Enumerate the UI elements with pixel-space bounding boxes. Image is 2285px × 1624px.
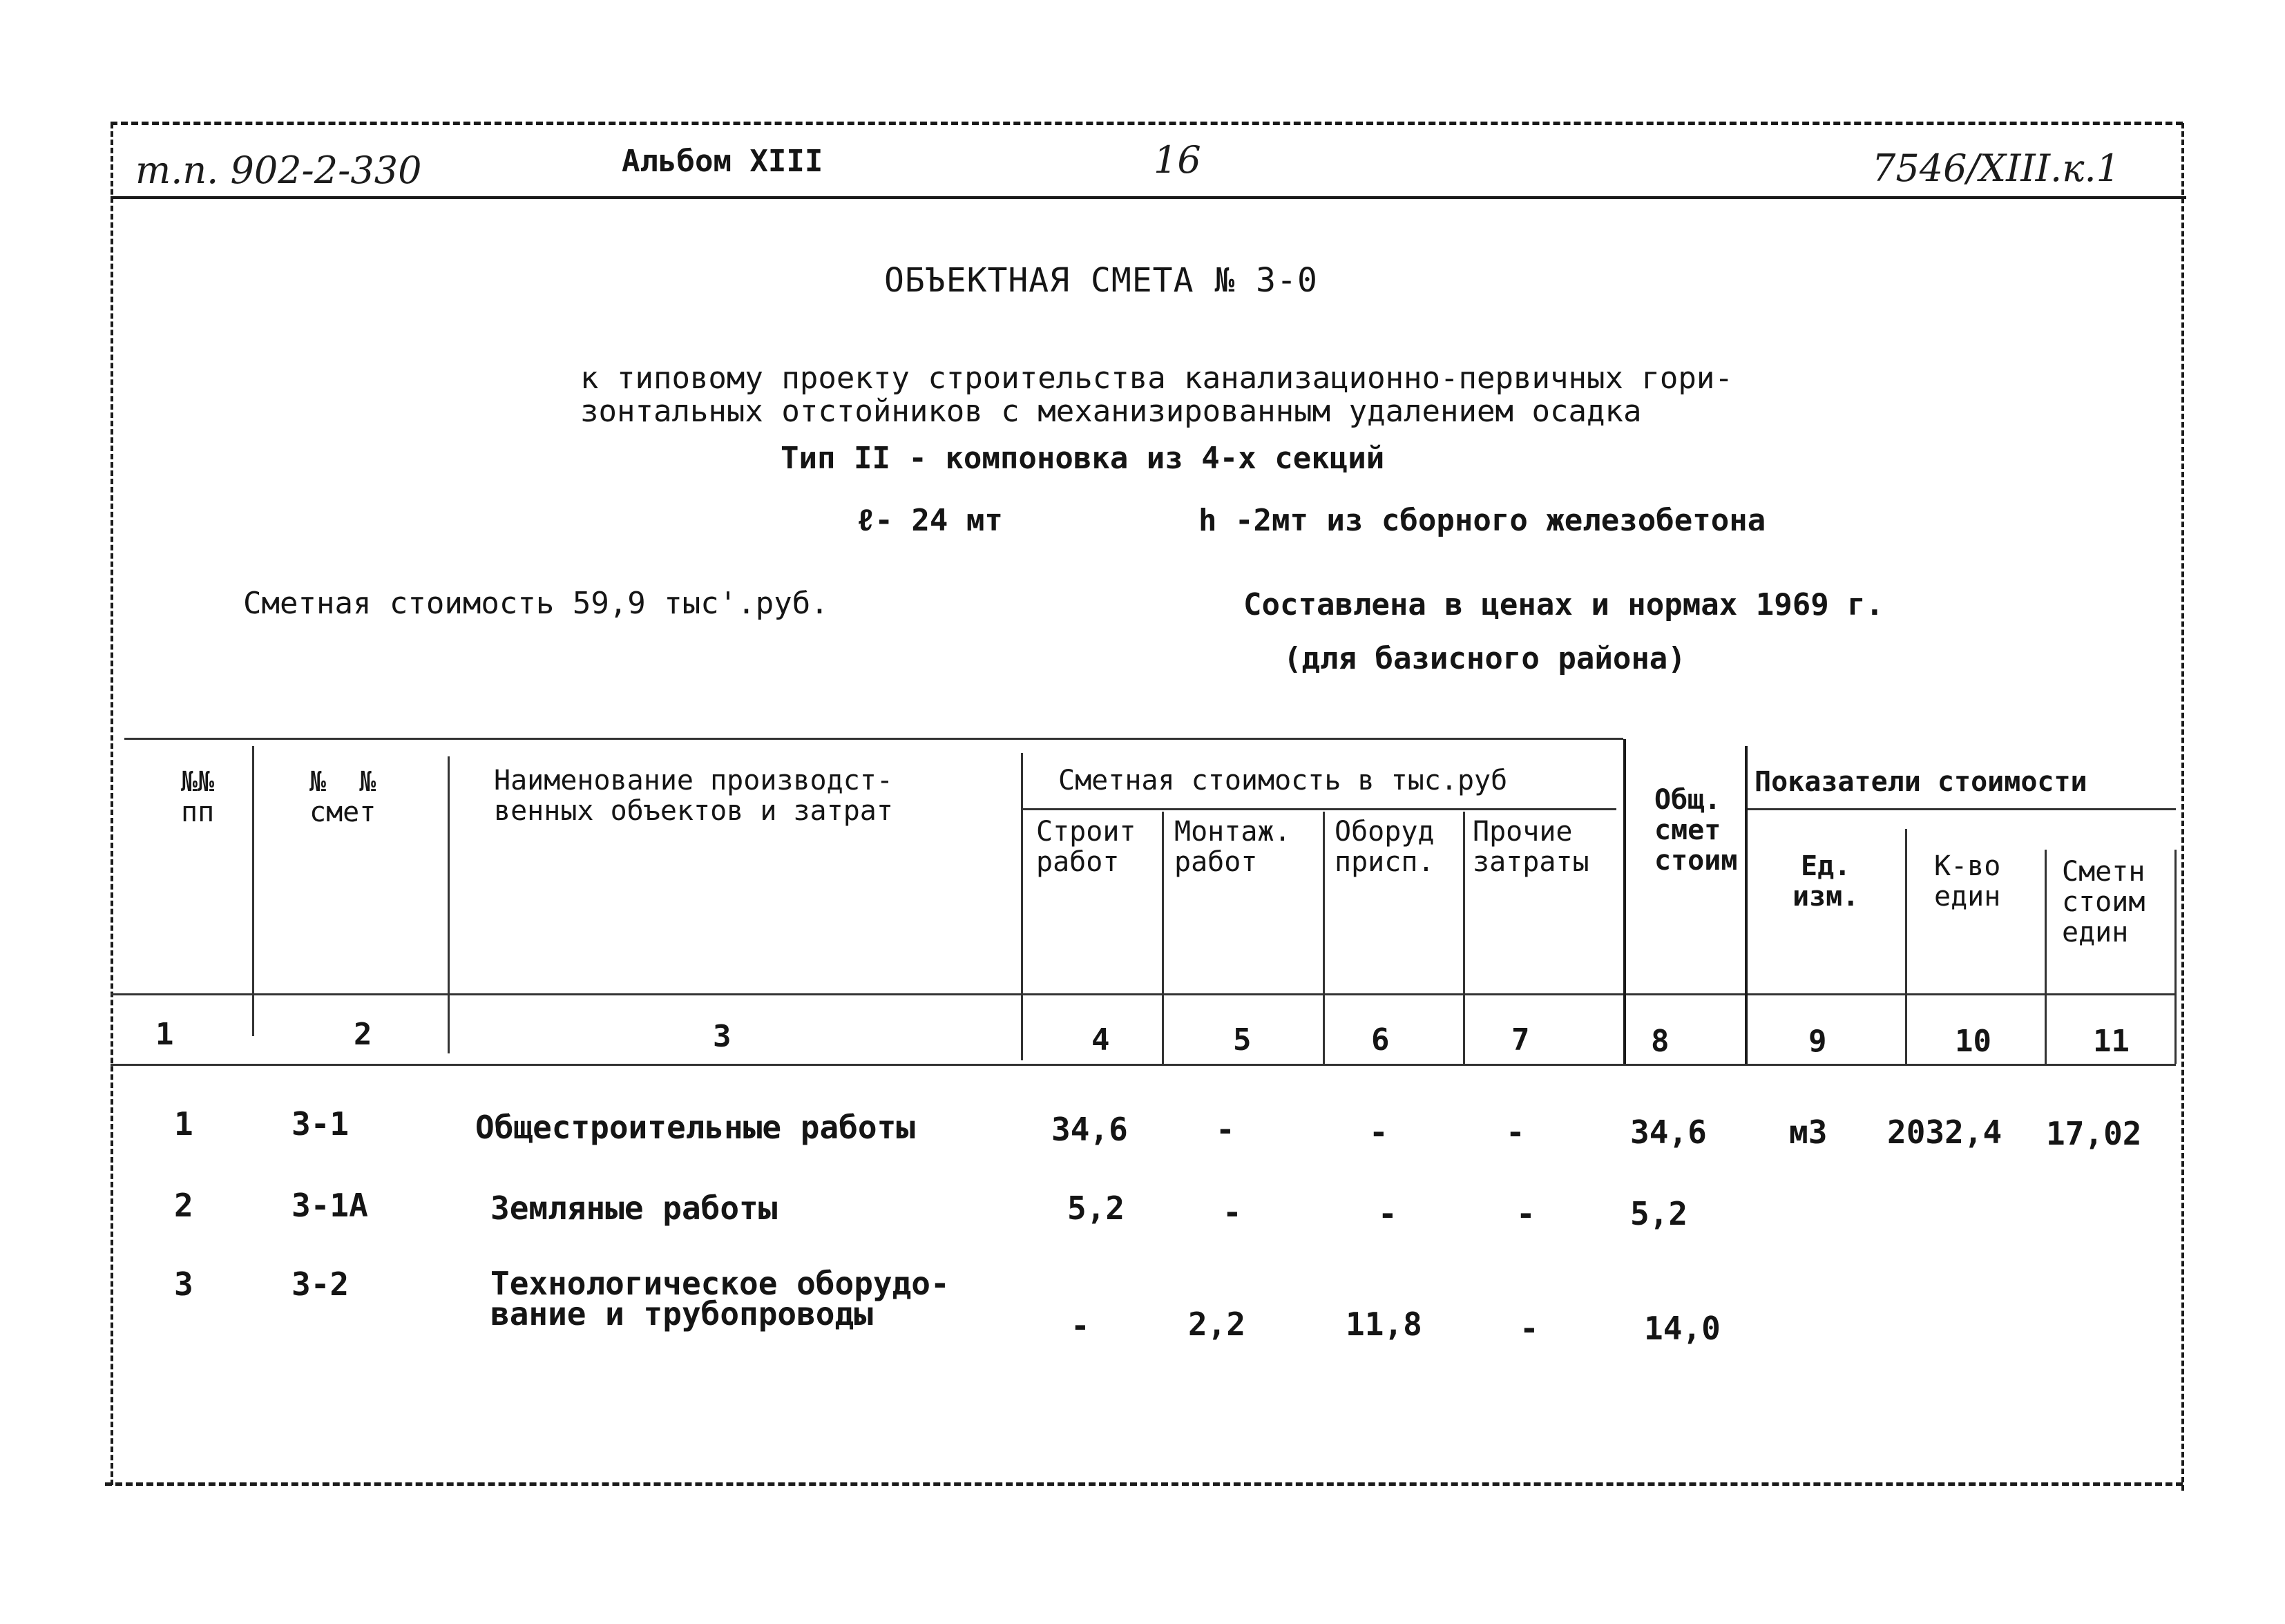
row-equipment: - [1369, 1114, 1388, 1151]
col-line-3 [1021, 753, 1023, 1060]
column-numbers-top-line [111, 993, 2176, 995]
prices-note: Составлена в ценах и нормах 1969 г. [1243, 587, 1884, 622]
indicators-underline [1748, 808, 2176, 810]
table-top-line [124, 738, 1623, 740]
frame-right-border [2181, 123, 2184, 1491]
header-estimate-num: № № смет [309, 766, 376, 828]
header-construction: Строит работ [1036, 816, 1136, 878]
header-installation: Монтаж. работ [1174, 816, 1291, 878]
region-note: (для базисного района) [1283, 641, 1686, 676]
document-title: ОБЪЕКТНАЯ СМЕТА № 3-0 [884, 261, 1318, 300]
row-installation: - [1223, 1194, 1242, 1231]
archive-code: 7546/XIII.к.1 [1872, 146, 2120, 190]
row-equipment: - [1378, 1195, 1397, 1232]
header-rule [111, 196, 2186, 199]
header-name: Наименование производст- венных объектов и затрат [494, 765, 893, 827]
subtitle-line-2: зонтальных отстойников с механизированным удалением осадка [580, 394, 1642, 429]
project-code: т.п. 902-2-330 [135, 149, 422, 192]
row-name: Общестроительные работы [475, 1109, 915, 1146]
column-number: 4 [1091, 1022, 1110, 1058]
row-estimate: 3-1А [291, 1187, 368, 1224]
column-number: 11 [2093, 1024, 2130, 1059]
col-line-10 [2045, 850, 2047, 1064]
length-label: ℓ- 24 мт [857, 503, 1003, 538]
col-line-9 [1905, 829, 1907, 1064]
header-indicators-group: Показатели стоимости [1755, 766, 2087, 798]
row-num: 3 [174, 1265, 193, 1303]
row-num: 2 [174, 1187, 193, 1224]
header-unit-cost: Сметн стоим един [2062, 856, 2145, 948]
column-number: 3 [713, 1019, 732, 1054]
frame-left-border [111, 123, 113, 1485]
subtitle-type: Тип II - компоновка из 4-х секций [781, 441, 1385, 476]
frame-bottom-border [105, 1482, 2183, 1486]
row-estimate: 3-1 [291, 1105, 350, 1143]
album-label: Альбом XIII [622, 144, 823, 179]
row-estimate: 3-2 [291, 1265, 350, 1303]
col-line-8 [1745, 746, 1748, 1064]
row-name: Земляные работы [490, 1190, 778, 1227]
row-equipment: 11,8 [1346, 1306, 1422, 1343]
col-line-1 [252, 746, 254, 1036]
header-equipment: Оборуд присп. [1335, 816, 1435, 878]
col-line-6 [1463, 812, 1465, 1064]
row-total: 14,0 [1644, 1310, 1721, 1347]
row-installation: - [1216, 1111, 1235, 1148]
row-unit: м3 [1789, 1114, 1828, 1151]
header-cost-group: Сметная стоимость в тыс.руб [1058, 765, 1508, 796]
row-other: - [1520, 1310, 1539, 1347]
row-quantity: 2032,4 [1887, 1114, 2002, 1151]
height-label: h -2мт из сборного железобетона [1198, 503, 1766, 538]
row-other: - [1516, 1195, 1536, 1232]
estimated-cost: Сметная стоимость 59,9 тыс'.руб. [243, 586, 829, 621]
row-construction: 5,2 [1067, 1190, 1125, 1227]
row-num: 1 [174, 1105, 193, 1143]
column-number: 7 [1511, 1022, 1530, 1058]
page-number: 16 [1154, 138, 1201, 182]
column-number: 6 [1371, 1022, 1390, 1058]
col-line-7 [1623, 739, 1626, 1064]
subtitle-line-1: к типовому проекту строительства канализационно-первичных гори- [580, 361, 1733, 396]
column-number: 2 [354, 1017, 372, 1052]
frame-top-border [111, 122, 2183, 125]
row-installation: 2,2 [1188, 1306, 1246, 1343]
row-name: Технологическое оборудо- вание и трубопроводы [490, 1265, 950, 1332]
row-unit-cost: 17,02 [2046, 1115, 2142, 1152]
row-other: - [1506, 1114, 1525, 1151]
col-line-11 [2174, 850, 2177, 1064]
header-quantity: К-во един [1934, 850, 2001, 913]
header-total: Общ. смет стоим [1654, 784, 1738, 877]
column-number: 1 [155, 1017, 174, 1052]
column-number: 10 [1955, 1024, 1991, 1059]
row-construction: 34,6 [1051, 1111, 1128, 1148]
column-number: 9 [1808, 1024, 1827, 1059]
header-unit: Ед. изм. [1792, 850, 1859, 913]
column-number: 5 [1233, 1022, 1252, 1058]
column-number: 8 [1651, 1024, 1670, 1059]
col-line-2 [448, 756, 450, 1053]
row-construction: - [1071, 1307, 1090, 1344]
header-row-num: №№ пп [181, 766, 215, 828]
col-line-4 [1162, 812, 1164, 1064]
row-total: 5,2 [1630, 1195, 1688, 1232]
header-other: Прочие затраты [1473, 816, 1589, 878]
row-total: 34,6 [1630, 1114, 1707, 1151]
col-line-5 [1323, 812, 1325, 1064]
column-numbers-bottom-line [111, 1064, 2176, 1066]
cost-group-underline [1022, 808, 1616, 810]
